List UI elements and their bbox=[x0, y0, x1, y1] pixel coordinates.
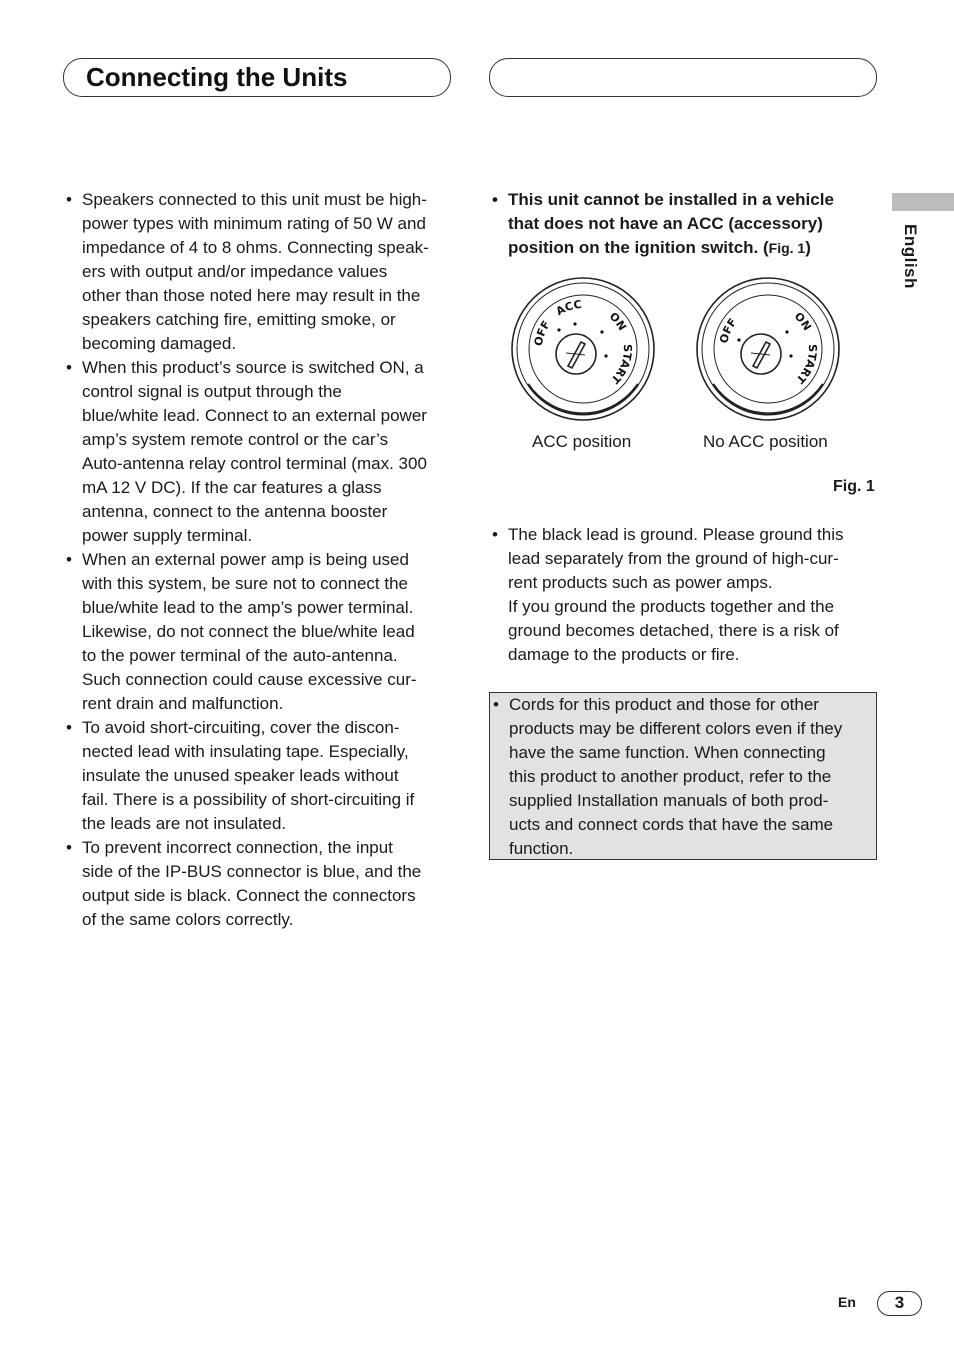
page-title: Connecting the Units bbox=[86, 62, 348, 92]
on-label: ON bbox=[791, 309, 814, 333]
list-item: • Cords for this product and those for other products may be different colors even if they have the same function. When connecting this product to another product, refer to the supplied Installation manuals of both prod- ucts and connect cords that have the same function. bbox=[493, 693, 870, 861]
acc-label: ACC bbox=[553, 297, 583, 319]
list-item: • To prevent incorrect connection, the input side of the IP-BUS connector is blue, and the output side is black. Connect the connectors of the same colors correctly. bbox=[66, 836, 456, 932]
list-item: • Speakers connected to this unit must be high- power types with minimum rating of 50 W and impedance of 4 to 8 ohms. Connecting speak- ers with output and/or impedance values other than those noted here may result in the speakers catching fire, emitting smoke, or becoming damaged. bbox=[66, 188, 456, 356]
fig-reference: Fig. 1 bbox=[768, 240, 806, 256]
list-item: • This unit cannot be installed in a vehicle that does not have an ACC (accessory) position on the ignition switch. (Fig. 1) bbox=[492, 188, 872, 260]
language-label: English bbox=[901, 224, 920, 289]
left-column bbox=[66, 188, 456, 932]
list-item: • When an external power amp is being used with this system, be sure not to connect the blue/white lead to the amp’s power terminal. Likewise, do not connect the blue/white lead to the power terminal of the auto-antenna. Such connection could cause excessive cur- rent drain and malfunction. bbox=[66, 548, 456, 716]
off-label: OFF bbox=[717, 315, 740, 345]
start-label: START bbox=[608, 344, 635, 387]
header-empty-frame bbox=[489, 58, 877, 97]
list-item: • When this product’s source is switched ON, a control signal is output through the blue/white lead. Connect to an external power amp’s system remote control or the car’s Auto-antenna relay control terminal (max. 300 mA 12 V DC). If the car features a glass antenna, connect to the antenna booster power supply terminal. bbox=[66, 356, 456, 548]
no-acc-ignition-switch-diagram bbox=[693, 274, 843, 424]
start-label: START bbox=[793, 344, 820, 387]
caption-no-acc-position: No ACC position bbox=[703, 432, 828, 451]
acc-ignition-switch-diagram bbox=[508, 274, 658, 424]
off-label: OFF bbox=[531, 318, 553, 347]
list-item: • The black lead is ground. Please ground this lead separately from the ground of high-cur- rent products such as power amps. If you ground the products together and the ground becomes detached, there is a risk of damage to the products or fire. bbox=[492, 523, 872, 667]
acc-warning bbox=[492, 188, 872, 260]
caption-acc-position: ACC position bbox=[532, 432, 632, 451]
figure-label: Fig. 1 bbox=[833, 478, 875, 495]
language-tab-marker bbox=[892, 193, 954, 211]
list-item: • To avoid short-circuiting, cover the discon- nected lead with insulating tape. Especially, insulate the unused speaker leads without fail. There is a possibility of short-circuiting if the leads are not insulated. bbox=[66, 716, 456, 836]
title-frame bbox=[63, 58, 451, 97]
cord-color-note-box bbox=[489, 692, 877, 860]
on-label: ON bbox=[606, 309, 629, 333]
ground-note bbox=[492, 523, 872, 667]
page-number: 3 bbox=[877, 1291, 922, 1316]
footer-language-code: En bbox=[838, 1294, 856, 1310]
ignition-figure bbox=[500, 270, 880, 500]
